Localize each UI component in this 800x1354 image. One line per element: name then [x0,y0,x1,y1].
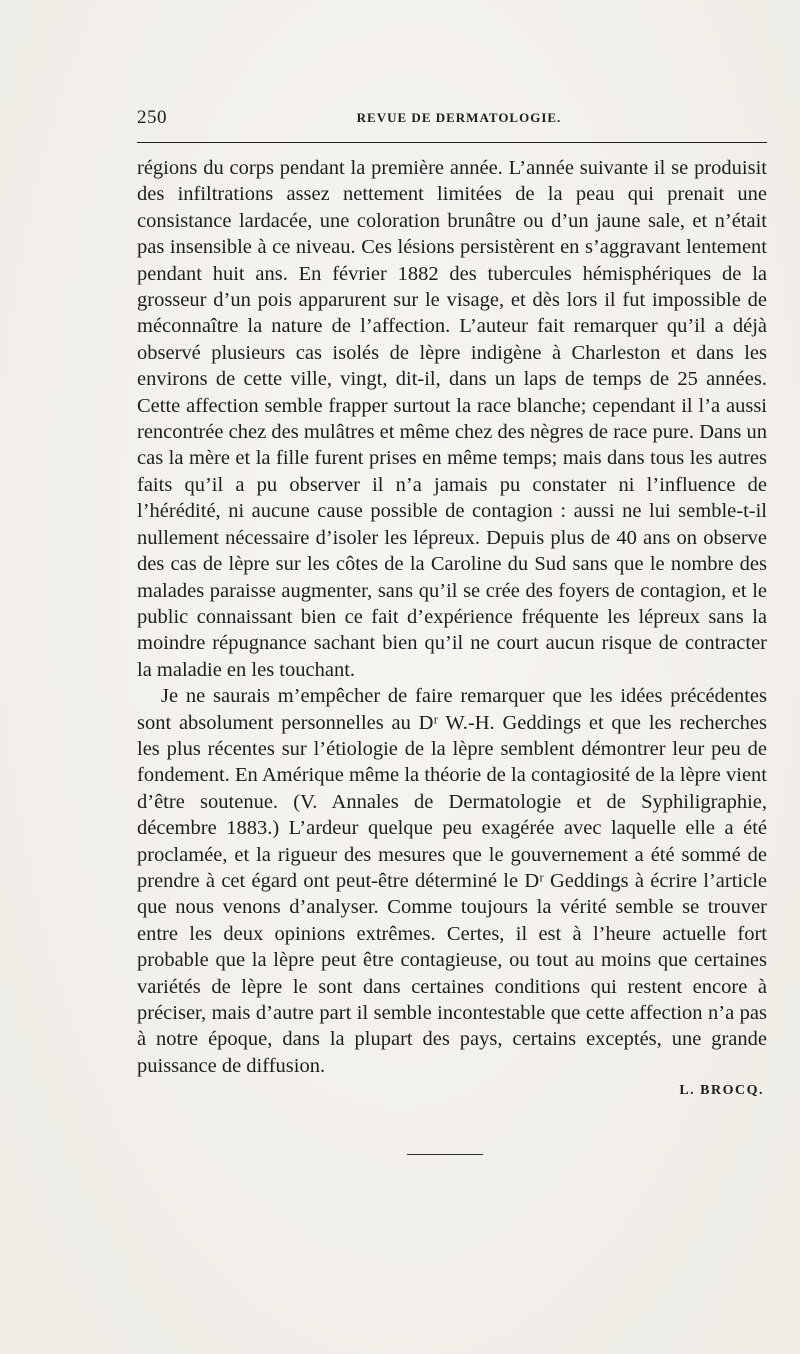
body-text [137,155,767,1079]
page-number: 250 [137,107,167,128]
page-header [137,107,767,131]
header-rule [137,142,767,143]
paragraph-1: régions du corps pendant la première année. L’année suivante il se produisit des infiltrations assez nettement limitées de la peau qui prenait une consistance lardacée, une coloration brunâtre ou d’un jaune sale, et n’était pas insensible à ce niveau. Ces lésions persistèrent en s’aggravant lentement pendant huit ans. En février 1882 des tubercules hémisphériques de la grosseur d’un pois apparurent sur le visage, et dès lors il fut impossible de méconnaître la nature de l’affection. L’auteur fait remarquer qu’il a déjà observé plusieurs cas isolés de lèpre indigène à Charleston et dans les environs de cette ville, vingt, dit-il, dans un laps de temps de 25 années. Cette affection semble frapper surtout la race blanche; cependant il l’a aussi rencontrée chez des mulâtres et même chez des nègres de race pure. Dans un cas la mère et la fille furent prises en même temps; mais dans tous les autres faits qu’il a pu observer il n’a jamais pu constater ni l’influence de l’hérédité, ni aucune cause possible de contagion : aussi ne lui semble-t-il nullement nécessaire d’isoler les lépreux. Depuis plus de 40 ans on observe des cas de lèpre sur les côtes de la Caroline du Sud sans que le nombre des malades paraisse augmenter, sans qu’il se crée des foyers de contagion, et le public connaissant bien ce fait d’expérience fréquente les lépreux sans la moindre répugnance sachant bien qu’il ne court aucun risque de contracter la maladie en les touchant. [137,157,767,681]
author-signature: L. BROCQ. [679,1083,764,1098]
paragraph-2: Je ne saurais m’empêcher de faire remarquer que les idées précédentes sont absolument personnelles au Dʳ W.-H. Geddings et que les recherches les plus récentes sur l’étiologie de la lèpre semblent démontrer leur peu de fondement. En Amérique même la théorie de la contagiosité de la lèpre vient d’être soutenue. (V. Annales de Dermatologie et de Syphiligraphie, décembre 1883.) L’ardeur quelque peu exagérée avec laquelle elle a été proclamée, et la rigueur des mesures que le gouvernement a été sommé de prendre à cet égard ont peut-être déterminé le Dʳ Geddings à écrire l’article que nous venons d’analyser. Comme toujours la vérité semble se trouver entre les deux opinions extrêmes. Certes, il est à l’heure actuelle fort probable que la lèpre peut être contagieuse, ou tout au moins que certaines variétés de lèpre le sont dans certaines conditions qui restent encore à préciser, mais d’autre part il semble incontestable que cette affection n’a pas à notre époque, dans la plupart des pays, certains exceptés, une grande puissance de diffusion. [137,685,767,1077]
end-rule [407,1154,483,1155]
running-title: REVUE DE DERMATOLOGIE. [356,110,562,125]
